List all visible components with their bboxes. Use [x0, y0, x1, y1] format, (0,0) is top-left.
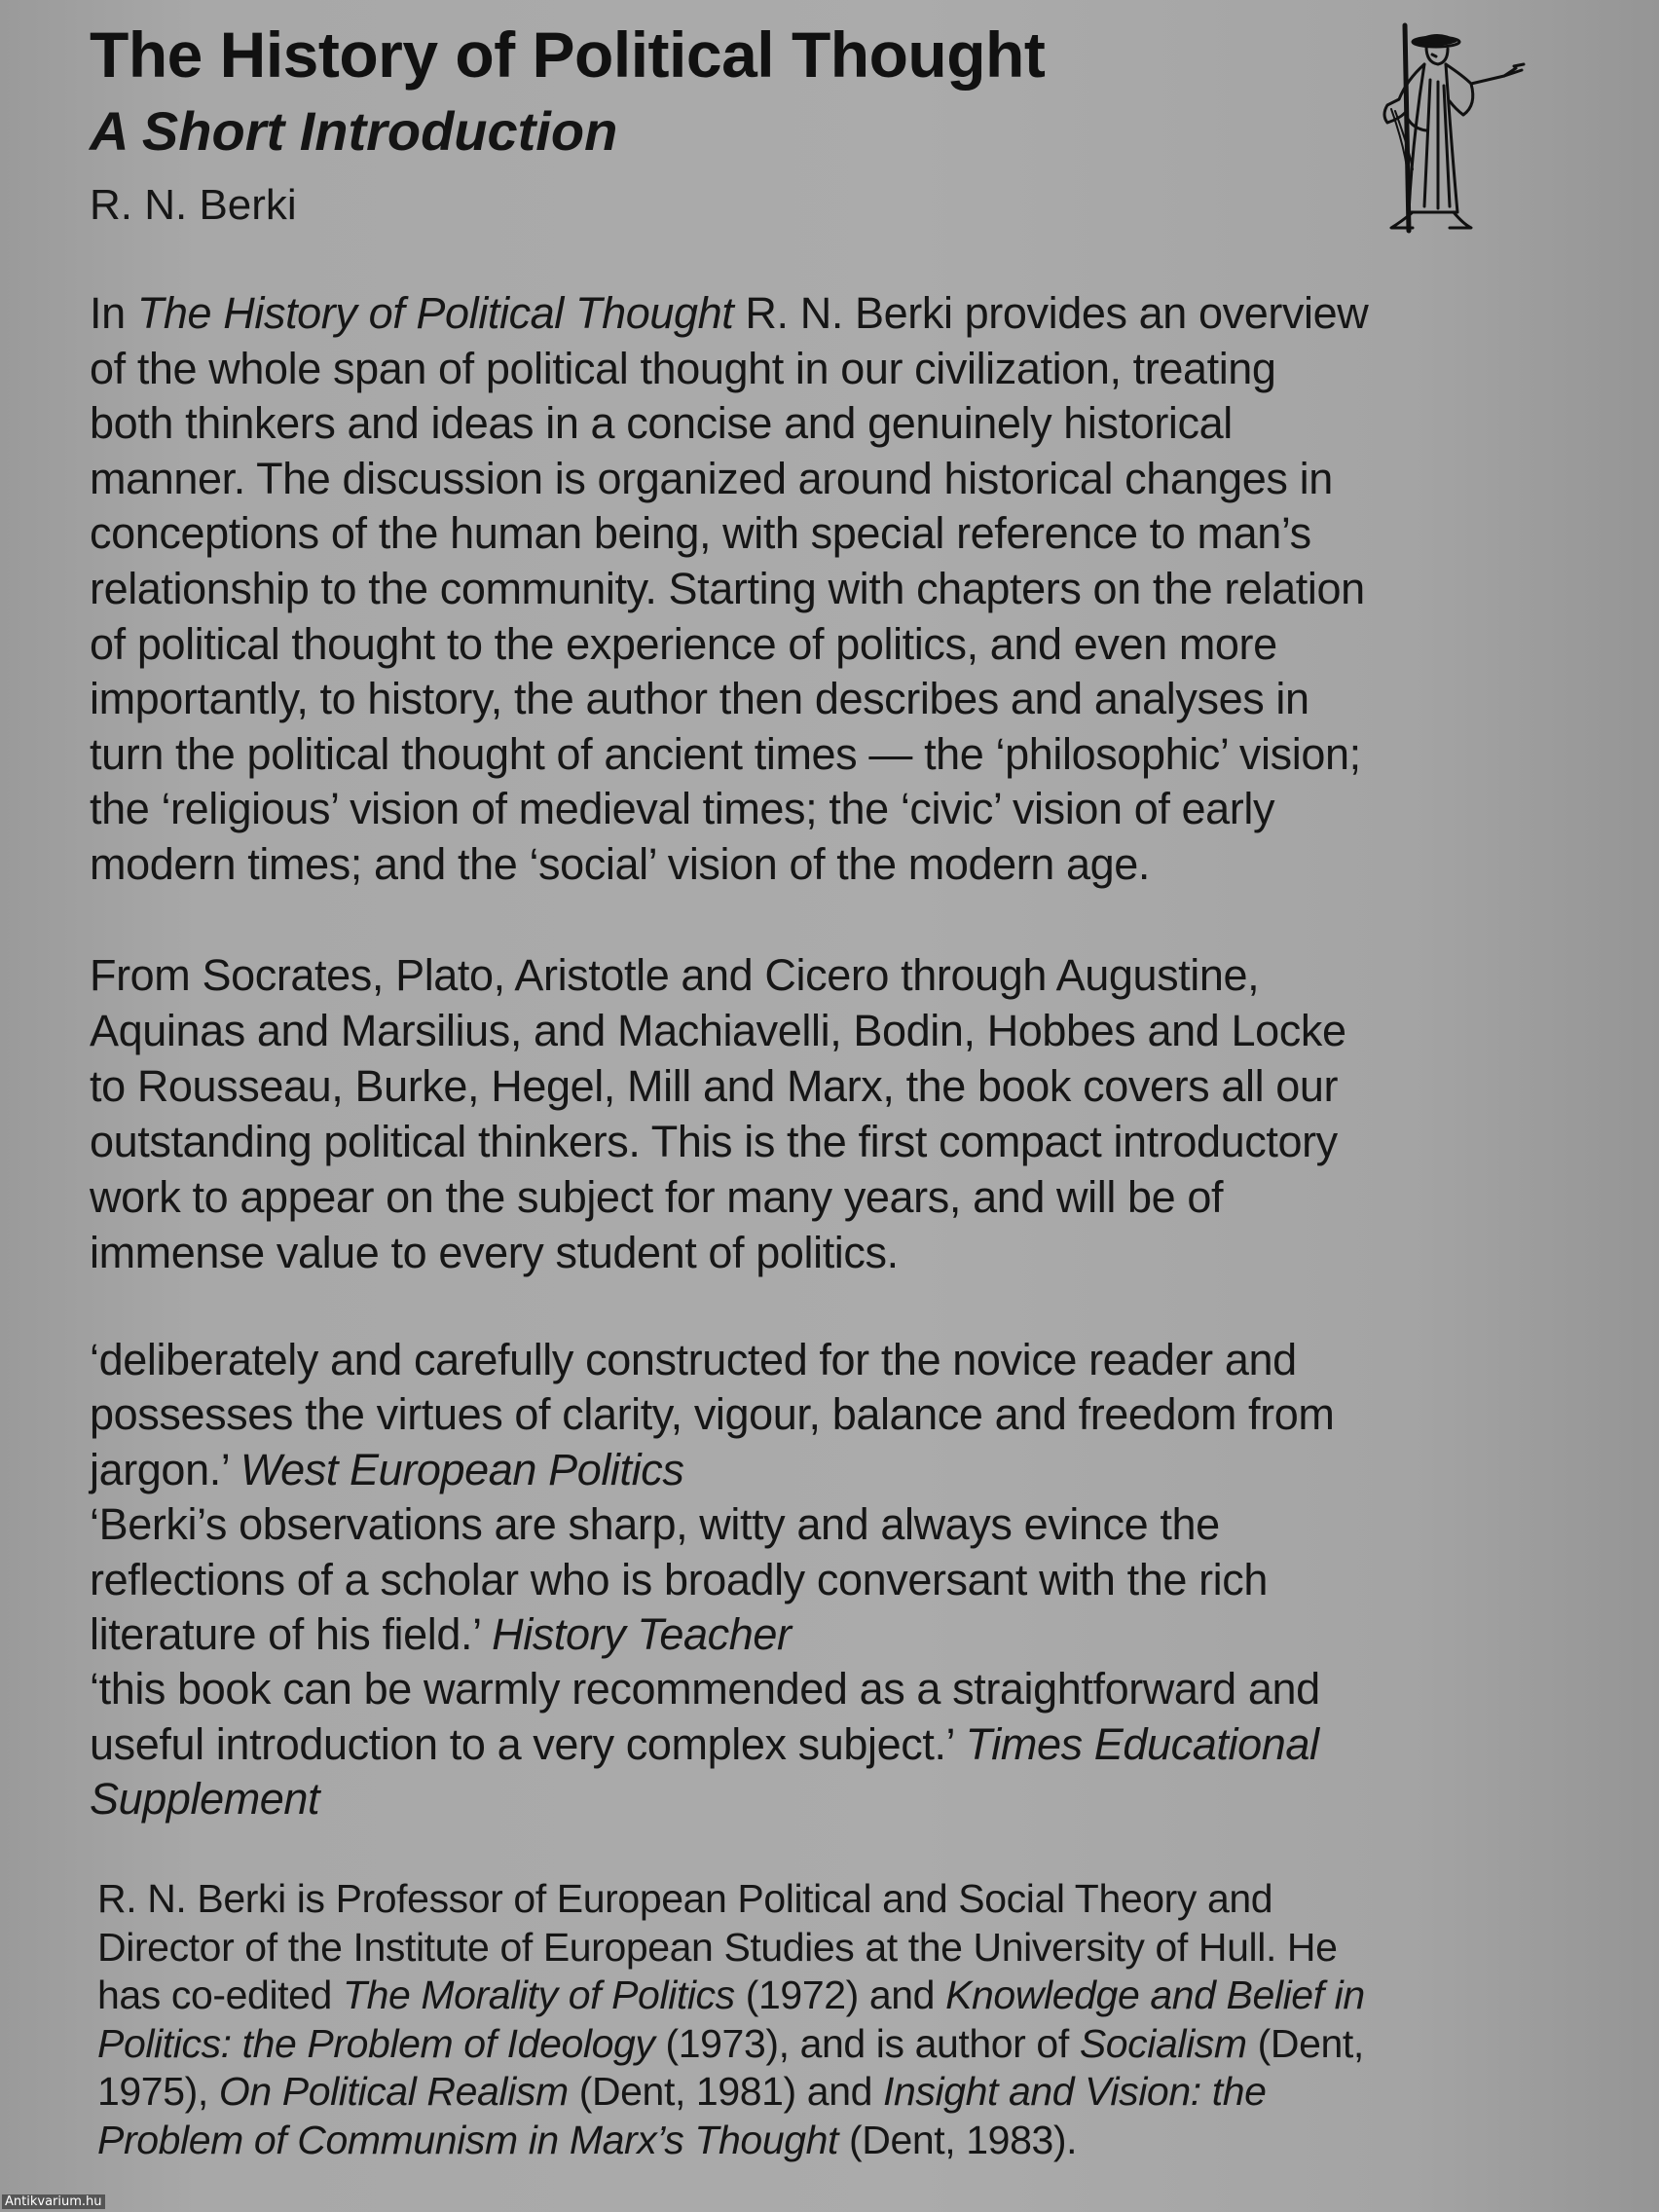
text-line: reflections of a scholar who is broadly conversant with the rich: [90, 1554, 1268, 1604]
text-line: the ‘religious’ vision of medieval times; the ‘civic’ vision of early: [90, 784, 1275, 834]
text-line: possesses the virtues of clarity, vigour, balance and freedom from: [90, 1389, 1335, 1440]
review-source: West European Politics: [240, 1444, 684, 1494]
text-line: From Socrates, Plato, Aristotle and Cicero through Augustine,: [90, 950, 1260, 1000]
pilgrim-with-staff-icon: [1348, 21, 1529, 236]
text-line: of political thought to the experience of politics, and even more: [90, 618, 1277, 669]
text-line: manner. The discussion is organized around historical changes in: [90, 453, 1333, 503]
review-source: History Teacher: [492, 1609, 792, 1660]
text-line: Director of the Institute of European Studies at the University of Hull. He: [97, 1924, 1338, 1970]
text-line: In The History of Political Thought R. N. Berki provides an overview: [90, 288, 1369, 338]
text-line: R. N. Berki is Professor of European Political and Social Theory and: [97, 1876, 1273, 1921]
text-line: Aquinas and Marsilius, and Machiavelli, Bodin, Hobbes and Locke: [90, 1006, 1346, 1055]
text-line: has co-edited The Morality of Politics (1972) and Knowledge and Belief in: [97, 1972, 1365, 2017]
text-line: relationship to the community. Starting with chapters on the relation: [90, 563, 1365, 613]
text-line: conceptions of the human being, with special reference to man’s: [90, 508, 1311, 559]
book-title: The History of Political Thought: [90, 18, 1046, 91]
text-line: Problem of Communism in Marx’s Thought (Dent, 1983).: [97, 2117, 1078, 2162]
review-quote-3: [90, 1662, 1594, 1826]
review-source-continued: Supplement: [90, 1774, 320, 1825]
review-source: Times Educational: [965, 1718, 1319, 1769]
text-line: ‘Berki’s observations are sharp, witty and always evince the: [90, 1499, 1220, 1550]
watermark: Antikvarium.hu: [2, 2194, 105, 2209]
text-line: immense value to every student of politics.: [90, 1228, 899, 1277]
book-subtitle: A Short Introduction: [90, 100, 618, 162]
text-line: ‘deliberately and carefully constructed for the novice reader and: [90, 1335, 1297, 1384]
text-line: both thinkers and ideas in a concise and genuinely historical: [90, 398, 1233, 449]
text-line: turn the political thought of ancient times — the ‘philosophic’ vision;: [90, 728, 1361, 779]
text-line: literature of his field.’ History Teacher: [90, 1609, 792, 1660]
text-line: 1975), On Political Realism (Dent, 1981) and Insight and Vision: the: [97, 2069, 1267, 2114]
text-line: useful introduction to a very complex subject.’ Times Educational: [90, 1718, 1319, 1769]
text-line: work to appear on the subject for many years, and will be of: [90, 1172, 1224, 1222]
text-line: jargon.’ West European Politics: [90, 1444, 684, 1494]
description-paragraph-1: [90, 286, 1594, 893]
description-paragraph-2: [90, 947, 1594, 1280]
book-author: R. N. Berki: [90, 181, 297, 229]
text-line: of the whole span of political thought in our civilization, treating: [90, 343, 1276, 393]
review-quotes: [90, 1333, 1594, 1827]
text-line: importantly, to history, the author then describes and analyses in: [90, 674, 1309, 724]
text-line: outstanding political thinkers. This is the first compact introductory: [90, 1117, 1338, 1166]
text-line: ‘this book can be warmly recommended as a straightforward and: [90, 1664, 1320, 1714]
book-title-italic: The History of Political Thought: [136, 288, 734, 338]
author-bio: [97, 1875, 1597, 2164]
review-quote-2: [90, 1497, 1594, 1662]
text-line: Politics: the Problem of Ideology (1973), and is author of Socialism (Dent,: [97, 2020, 1364, 2066]
text-line: to Rousseau, Burke, Hegel, Mill and Marx, the book covers all our: [90, 1061, 1339, 1111]
review-quote-1: [90, 1333, 1594, 1497]
text-line: modern times; and the ‘social’ vision of the modern age.: [90, 838, 1151, 889]
